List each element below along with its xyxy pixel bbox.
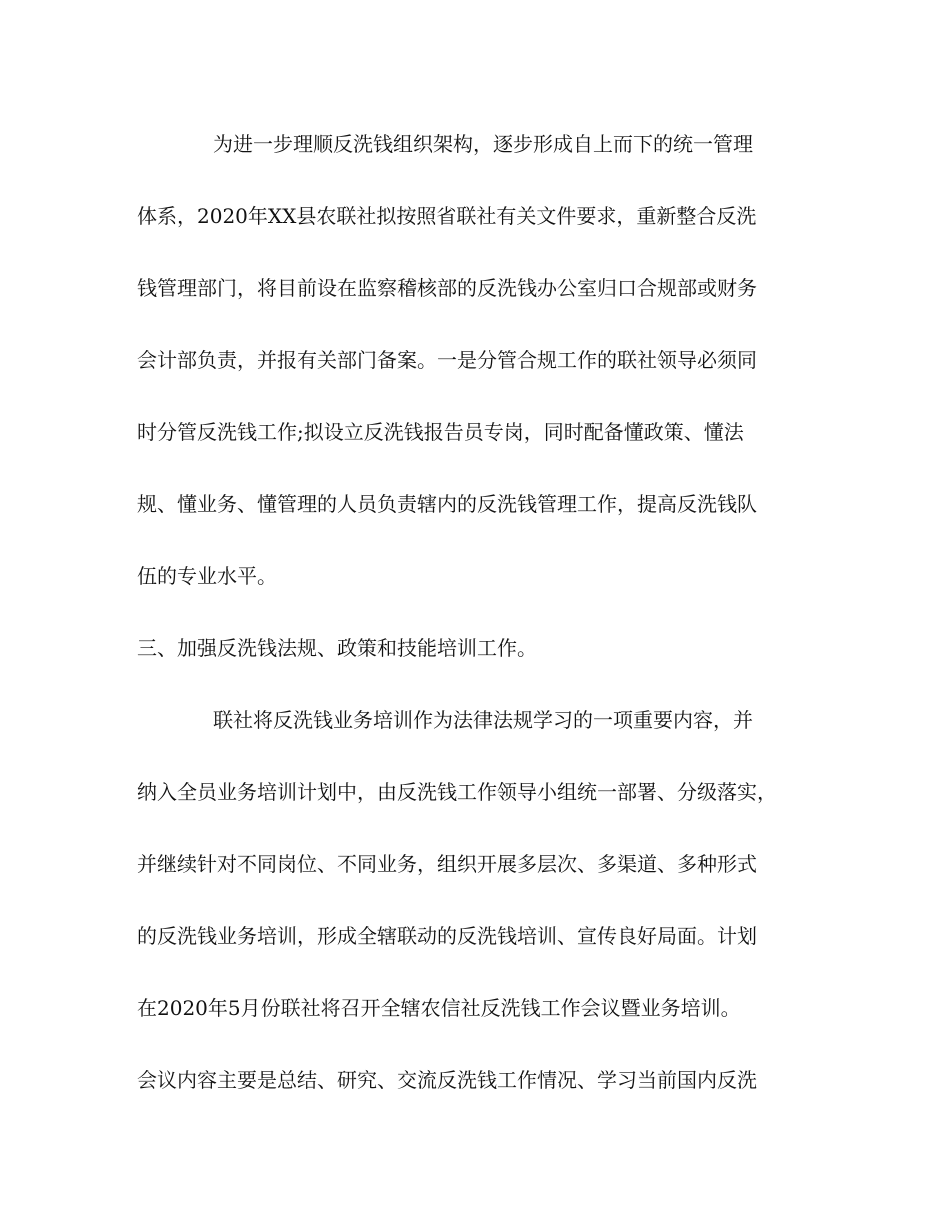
paragraph-line: 在2020年5月份联社将召开全辖农信社反洗钱工作会议暨业务培训。	[137, 996, 741, 1020]
paragraph-line: 纳入全员业务培训计划中，由反洗钱工作领导小组统一部署、分级落实，	[137, 780, 777, 804]
paragraph-line: 联社将反洗钱业务培训作为法律法规学习的一项重要内容，并	[213, 708, 753, 732]
paragraph-line: 时分管反洗钱工作;拟设立反洗钱报告员专岗，同时配备懂政策、懂法	[137, 420, 744, 444]
paragraph-line: 并继续针对不同岗位、不同业务，组织开展多层次、多渠道、多种形式	[137, 852, 757, 876]
document-body	[137, 126, 837, 1134]
paragraph-line: 会计部负责，并报有关部门备案。一是分管合规工作的联社领导必须同	[137, 348, 757, 372]
section-heading: 三、加强反洗钱法规、政策和技能培训工作。	[137, 636, 537, 660]
paragraph-line: 会议内容主要是总结、研究、交流反洗钱工作情况、学习当前国内反洗	[137, 1068, 757, 1092]
paragraph-line: 的反洗钱业务培训，形成全辖联动的反洗钱培训、宣传良好局面。计划	[137, 924, 757, 948]
paragraph-line: 规、懂业务、懂管理的人员负责辖内的反洗钱管理工作，提高反洗钱队	[137, 492, 757, 516]
paragraph-line: 体系，2020年XX县农联社拟按照省联社有关文件要求，重新整合反洗	[137, 204, 757, 228]
paragraph-line: 为进一步理顺反洗钱组织架构，逐步形成自上而下的统一管理	[213, 132, 753, 156]
paragraph-line: 钱管理部门，将目前设在监察稽核部的反洗钱办公室归口合规部或财务	[137, 276, 757, 300]
paragraph-line: 伍的专业水平。	[137, 564, 277, 588]
